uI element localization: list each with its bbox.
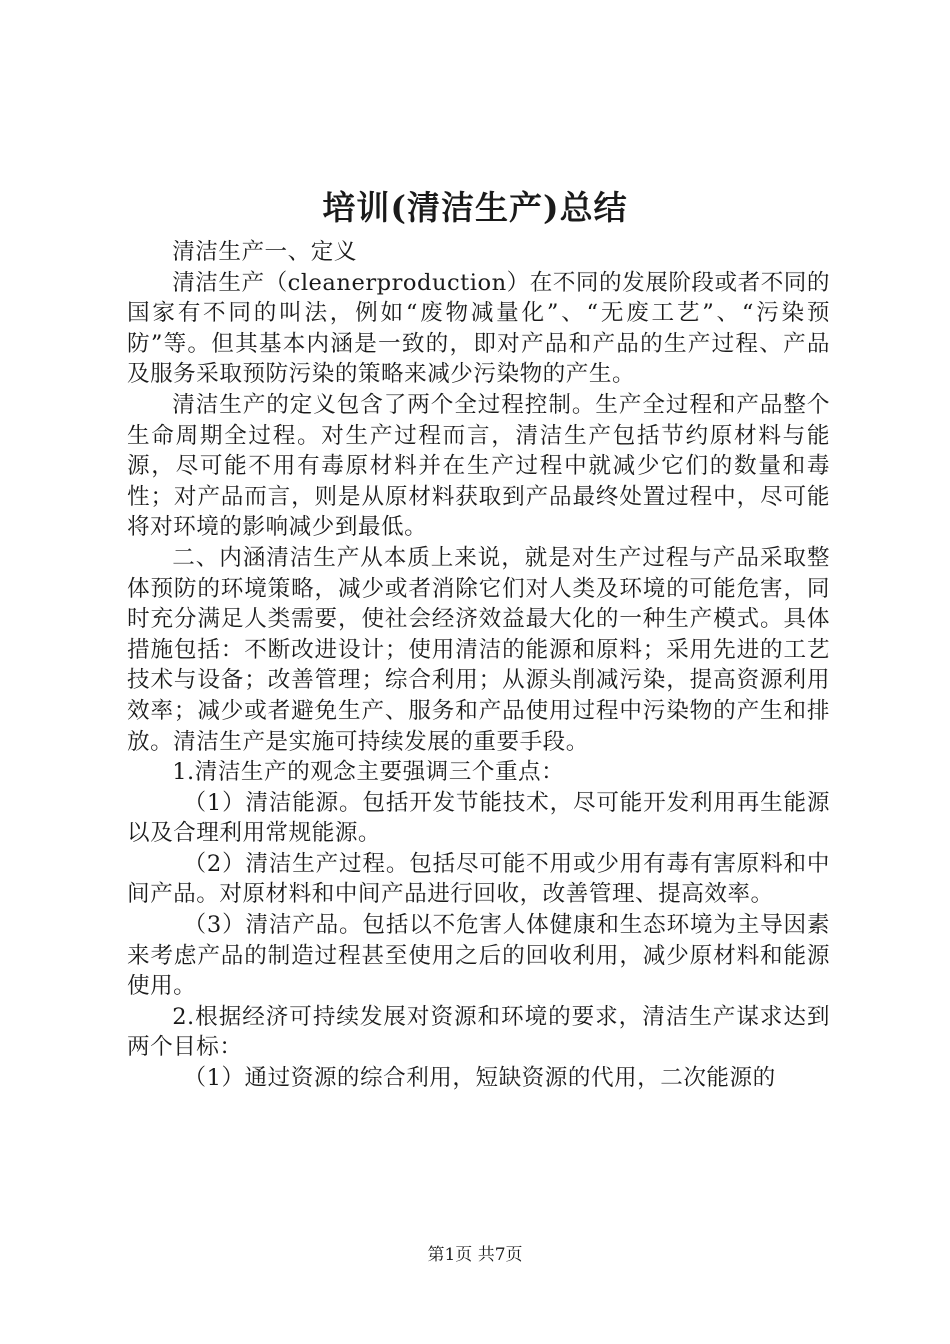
paragraph: （2）清洁生产过程。包括尽可能不用或少用有毒有害原料和中间产品。对原材料和中间产品进行回收，改善管理、提高效率。 xyxy=(127,850,830,908)
paragraph: 清洁生产的定义包含了两个全过程控制。生产全过程和产品整个生命周期全过程。对生产过程而言，清洁生产包括节约原材料与能源，尽可能不用有毒原材料并在生产过程中就减少它们的数量和毒性；对产品而言，则是从原材料获取到产品最终处置过程中，尽可能将对环境的影响减少到最低。 xyxy=(127,391,830,541)
paragraph: 2.根据经济可持续发展对资源和环境的要求，清洁生产谋求达到两个目标： xyxy=(127,1003,830,1061)
page-footer: 第1页 共7页 xyxy=(427,1245,523,1265)
paragraph: （3）清洁产品。包括以不危害人体健康和生态环境为主导因素来考虑产品的制造过程甚至使用之后的回收利用，减少原材料和能源使用。 xyxy=(127,912,830,1000)
paragraph: 清洁生产一、定义 xyxy=(172,239,357,265)
document-body xyxy=(127,237,830,1094)
paragraph: 清洁生产（cleanerproduction）在不同的发展阶段或者不同的国家有不同的叫法，例如“废物减量化”、“无废工艺”、“污染预防”等。但其基本内涵是一致的，即对产品和产品的生产过程、产品及服务采取预防污染的策略来减少污染物的产生。 xyxy=(127,269,830,388)
paragraph: （1）清洁能源。包括开发节能技术，尽可能开发利用再生能源以及合理利用常规能源。 xyxy=(127,789,830,847)
paragraph: 1.清洁生产的观念主要强调三个重点： xyxy=(172,759,565,786)
paragraph: （1）通过资源的综合利用，短缺资源的代用，二次能源的 xyxy=(183,1065,776,1092)
paragraph: 二、内涵清洁生产从本质上来说，就是对生产过程与产品采取整体预防的环境策略，减少或者消除它们对人类及环境的可能危害，同时充分满足人类需要，使社会经济效益最大化的一种生产模式。具体措施包括：不断改进设计；使用清洁的能源和原料；采用先进的工艺技术与设备；改善管理；综合利用；从源头削减污染，提高资源利用效率；减少或者避免生产、服务和产品使用过程中污染物的产生和排放。清洁生产是实施可持续发展的重要手段。 xyxy=(127,544,830,755)
document-title: 培训(清洁生产)总结 xyxy=(322,188,628,227)
